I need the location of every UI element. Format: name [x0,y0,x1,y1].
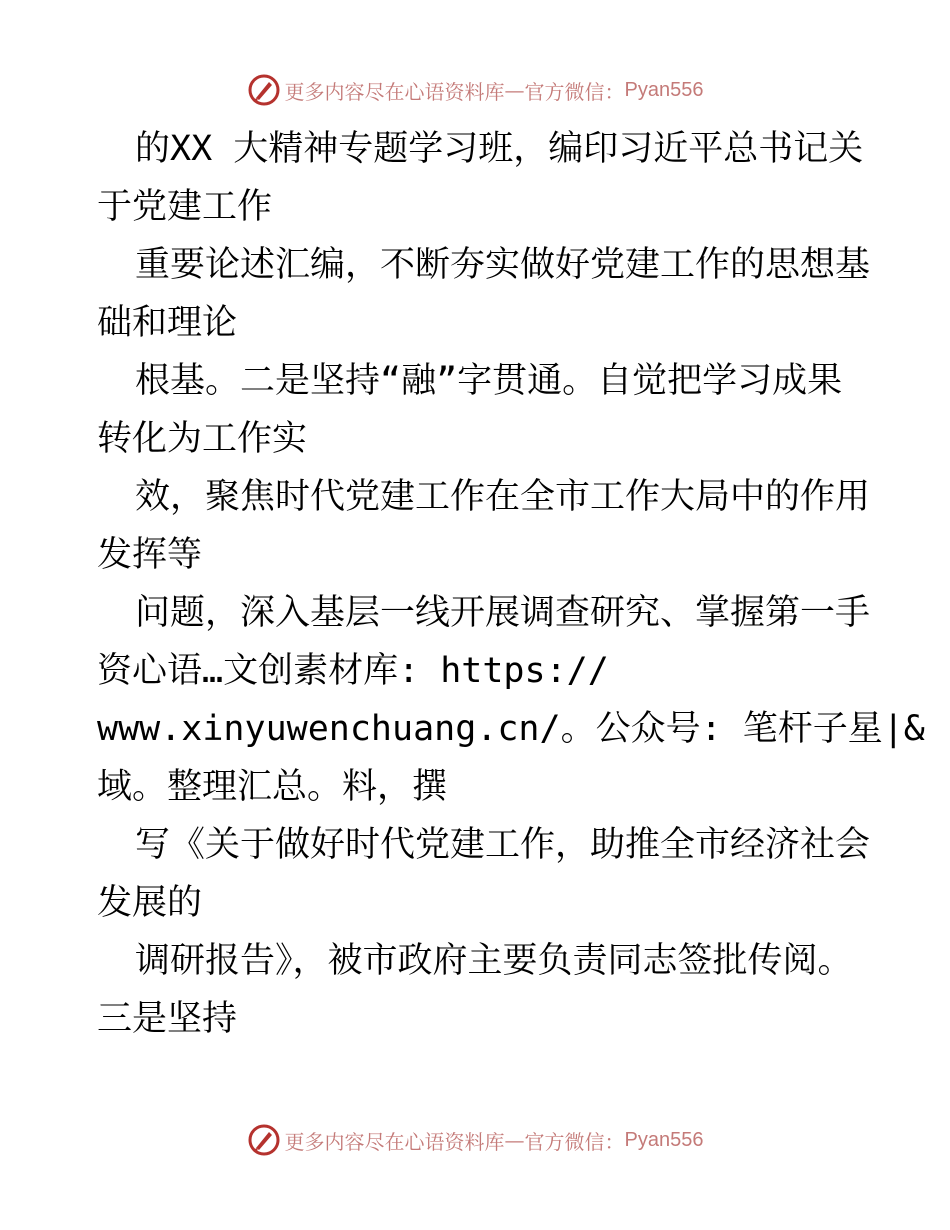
text-line: 三是坚持 [97,999,238,1039]
text-line: 重要论述汇编，不断夯实做好党建工作的思想基 [135,245,871,285]
quill-logo-icon [247,73,281,107]
banner-dash: — [504,1128,525,1152]
text-line: 础和理论 [97,303,238,343]
text-line: www.xinyuwenchuang.cn/。公众号: 笔杆子星|& [97,709,925,749]
text-line: 效，聚焦时代党建工作在全市工作大局中的作用 [135,477,871,517]
header-banner [0,70,950,110]
quill-logo-icon [247,1123,281,1157]
banner-wechat-id: Pyan556 [624,78,704,101]
text-line: 于党建工作 [97,187,273,227]
text-line: 的XX 大精神专题学习班，编印习近平总书记关 [135,129,864,169]
text-line: 转化为工作实 [97,419,308,459]
banner-wechat-id: Pyan556 [624,1128,704,1151]
banner-slogan: 更多内容尽在心语资料库 [284,79,505,104]
document-body [97,120,925,1048]
footer-banner [0,1120,950,1160]
text-line: 根基。二是坚持“融”字贯通。自觉把学习成果 [135,361,843,401]
text-line: 资心语…文创素材库: https:// [97,651,609,691]
text-line: 发挥等 [97,535,203,575]
banner-contact-label: 官方微信： [524,1129,625,1154]
banner-dash: — [504,78,525,102]
text-line: 写《关于做好时代党建工作，助推全市经济社会 [135,825,871,865]
text-line: 域。整理汇总。料，撰 [97,767,448,807]
banner-contact-label: 官方微信： [524,79,625,104]
text-line: 问题，深入基层一线开展调查研究、掌握第一手 [135,593,871,633]
text-line: 调研报告》，被市政府主要负责同志签批传阅。 [135,941,853,981]
text-line: 发展的 [97,883,203,923]
banner-slogan: 更多内容尽在心语资料库 [284,1129,505,1154]
